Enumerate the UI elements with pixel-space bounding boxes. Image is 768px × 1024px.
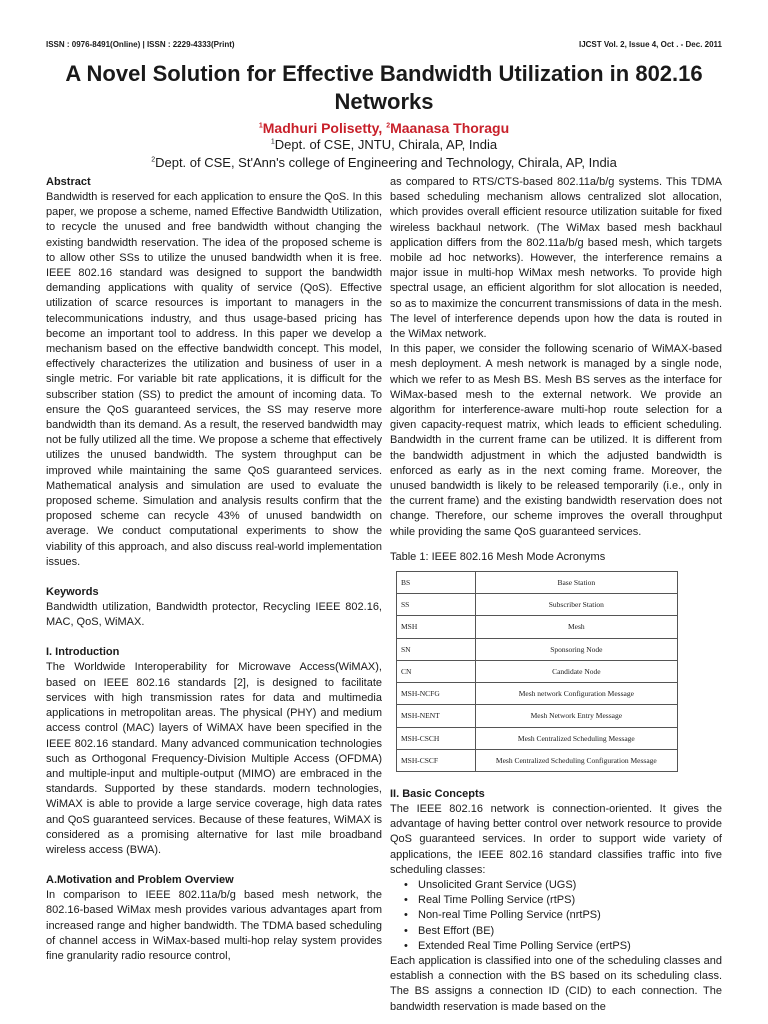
- table-row: [397, 749, 678, 771]
- list-item: • Non-real Time Polling Service (nrtPS): [404, 908, 722, 923]
- table-abbr: SN: [397, 638, 476, 660]
- scheduling-classes-list: [390, 878, 722, 954]
- table-full: Candidate Node: [475, 660, 677, 682]
- paper-title: A Novel Solution for Effective Bandwidth Utilization in 802.16 Networks: [65, 61, 703, 114]
- table-abbr: CN: [397, 660, 476, 682]
- basic-concepts-heading: II. Basic Concepts: [390, 787, 485, 800]
- table-abbr: MSH-NCFG: [397, 683, 476, 705]
- author1-name: Madhuri Polisetty,: [262, 120, 387, 136]
- table-row: [397, 683, 678, 705]
- table-full: Base Station: [475, 572, 677, 594]
- table-row: [397, 594, 678, 616]
- table-caption: Table 1: IEEE 802.16 Mesh Mode Acronyms: [390, 550, 606, 563]
- affiliation-1-sup: 1: [270, 138, 275, 146]
- right-paragraph-2: In this paper, we consider the following scenario of WiMAX-based mesh deployment. A mesh network is managed by a single node, which we refer to as Mesh BS. Mesh BS serves as the interface for WiMax-based mesh to the external network. We provide an algorithm for interference-aware multi-hop route selection for a given capacity-request matrix, which leads to efficient scheduling. Bandwidth in the current frame can be utilized. It is different from the bandwidth adjustment in which the adjusted bandwidth is enforced as early as in the next coming frame. Moreover, the unused bandwidth is likely to be released temporarily (i.e., only in the current frame) and the existing bandwidth reservation does not change. Therefore, our scheme improves the overall throughput while providing the same QoS guaranteed services.: [390, 343, 722, 538]
- table-abbr: MSH-NENT: [397, 705, 476, 727]
- table-full: Mesh: [475, 616, 677, 638]
- list-item: • Best Effort (BE): [404, 924, 722, 939]
- author2-name: Maanasa Thoragu: [390, 120, 510, 136]
- basic-concepts-outro: Each application is classified into one of the scheduling classes and establish a connection with the BS based on its scheduling class. The BS assigns a connection ID (CID) to each connection. The bandwidth reservation is made based on the: [390, 954, 722, 1013]
- right-paragraph-1: as compared to RTS/CTS-based 802.11a/b/g systems. This TDMA based scheduling mechanism allows centralized slot allocation, which provides overall efficient resource utilization suitable for fixed wireless backhaul network. (The WiMax based mesh backhaul application differs from the 802.11a/b/g based mesh, which targets mobile ad hoc networks). However, the interference remains a major issue in multi-hop WiMax mesh networks. To provide high spectral usage, an efficient algorithm for slot allocation is needed, so as to maximize the concurrent transmissions of data in the mesh. The level of interference depends upon how the data is routed in the WiMax network.: [390, 176, 722, 341]
- affiliation-2-text: Dept. of CSE, St'Ann's college of Engineering and Technology, Chirala, AP, India: [155, 155, 617, 170]
- table-abbr: MSH-CSCF: [397, 749, 476, 771]
- list-item: • Real Time Polling Service (rtPS): [404, 893, 722, 908]
- table-row: [397, 572, 678, 594]
- table-row: [397, 660, 678, 682]
- author2-sup: 2: [386, 122, 391, 130]
- affiliation-2: [0, 155, 768, 170]
- basic-concepts-intro: The IEEE 802.16 network is connection-oriented. It gives the advantage of having better control over network resource to provide QoS guaranteed services. In order to support wide variety of applications, the IEEE 802.16 standard classifies traffic into five scheduling classes:: [390, 802, 722, 876]
- motivation-text: In comparison to IEEE 802.11a/b/g based mesh network, the 802.16-based WiMax mesh provides various advantages apart from increased range and higher bandwidth. The TDMA based scheduling of channel access in WiMax-based multi-hop relay system provides fine granularity radio resource control,: [46, 889, 382, 962]
- table-abbr: BS: [397, 572, 476, 594]
- motivation-heading: A.Motivation and Problem Overview: [46, 874, 234, 887]
- affiliation-1: [0, 137, 768, 152]
- issn-header: ISSN : 0976-8491(Online) | ISSN : 2229-4333(Print): [46, 40, 235, 49]
- table-full: Mesh Centralized Scheduling Message: [475, 727, 677, 749]
- author1-sup: 1: [258, 122, 263, 130]
- abstract-text: Bandwidth is reserved for each application to ensure the QoS. In this paper, we propose a scheme, named Effective Bandwidth Utilization, to recycle the unused and free bandwidth without changing the existing bandwidth reservation. The idea of the proposed scheme is to allow other SSs to utilize the unused bandwidth when it is free. IEEE 802.16 standard was designed to support the bandwidth demanding applications with quality of service (QoS). Effective utilization of scarce resources is important to managers in the telecommunications industry, and thus usage-based pricing has become an important tool to address. In this paper we develop a mechanism based on the effective bandwidth concept. This model, effectively characterizes the utilization and business of user in a single metric. For variable bit rate applications, it is difficult for the subscriber station (SS) to predict the amount of incoming data. To ensure the QoS guaranteed services, the SS may reserve more bandwidth than its demand. As a result, the reserved bandwidth may not be fully utilized all the time. We propose a scheme that effectively utilizes the unused bandwidth. The system throughput can be improved while maintaining the same QoS guaranteed services. Mathematical analysis and simulation are used to evaluate the proposed scheme. Simulation and analysis results confirm that the proposed scheme can recycle 43% of unused bandwidth on average. We conduct computational experiments to show the viability of this approach, and also discuss real-world implementation issues.: [46, 191, 382, 568]
- journal-header: IJCST Vol. 2, Issue 4, Oct . - Dec. 2011: [578, 40, 722, 49]
- keywords-text: Bandwidth utilization, Bandwidth protector, Recycling IEEE 802.16, MAC, QoS, WiMAX.: [46, 601, 382, 629]
- table-full: Subscriber Station: [475, 594, 677, 616]
- table-abbr: MSH-CSCH: [397, 727, 476, 749]
- table-full: Mesh Network Entry Message: [475, 705, 677, 727]
- left-column: [46, 175, 382, 964]
- introduction-heading: I. Introduction: [46, 646, 120, 659]
- table-row: [397, 727, 678, 749]
- table-full: Sponsoring Node: [475, 638, 677, 660]
- list-item: • Extended Real Time Polling Service (ertPS): [404, 939, 722, 954]
- table-row: [397, 616, 678, 638]
- right-column: [390, 175, 722, 1015]
- list-item: • Unsolicited Grant Service (UGS): [404, 878, 722, 893]
- table-row: [397, 638, 678, 660]
- keywords-heading: Keywords: [46, 586, 99, 599]
- table-abbr: SS: [397, 594, 476, 616]
- table-full: Mesh network Configuration Message: [475, 683, 677, 705]
- table-full: Mesh Centralized Scheduling Configuration Message: [475, 749, 677, 771]
- affiliation-1-text: Dept. of CSE, JNTU, Chirala, AP, India: [274, 137, 498, 152]
- abstract-heading: Abstract: [46, 176, 91, 188]
- authors: [0, 120, 768, 136]
- table-abbr: MSH: [397, 616, 476, 638]
- introduction-text: The Worldwide Interoperability for Microwave Access(WiMAX), based on IEEE 802.16 standards [2], is designed to facilitate services with high transmission rates for data and multimedia applications in metropolitan areas. The physical (PHY) and medium access control (MAC) layers of WiMAX have been specified in the IEEE 802.16 standard. Many advanced communication technologies such as Orthogonal Frequency-Division Multiple Access (OFDMA) and multiple-input and multiple-output (MIMO) are embraced in the standards. Supported by these standards. modern technologies, WiMAX is able to provide a large service coverage, high data rates and QoS guaranteed services. Because of these features, WiMAX is considered as a promising alternative for last mile broadband wireless access (BWA).: [46, 661, 382, 856]
- affiliation-2-sup: 2: [151, 156, 156, 164]
- table-row: [397, 705, 678, 727]
- acronym-table: [396, 571, 678, 772]
